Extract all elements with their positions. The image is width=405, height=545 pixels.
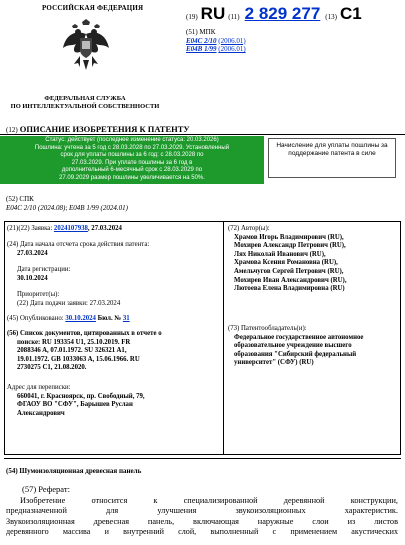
registration-field [17,266,70,283]
patent-number-line [186,4,362,24]
owner-field [228,325,398,368]
application-number-link[interactable]: 2024107938 [53,225,88,232]
fee-calculation-button[interactable]: Начисление для уплаты пошлины за поддержание патента в силе [268,138,396,178]
address-label: Адрес для переписки: [7,384,71,391]
author-item: Амельчугов Сергей Петрович (RU), [234,267,344,275]
bulletin-number-link[interactable]: 31 [122,315,130,322]
address-line: Александрович [17,409,65,417]
status-line: Пошлина: учтена за 5 год с 28.03.2028 по 27.03.2029. Установленный [34,144,230,151]
agency-line2: ПО ИНТЕЛЛЕКТУАЛЬНОЙ СОБСТВЕННОСТИ [10,103,160,110]
status-line: Статус: действует (последнее изменение статуса: 20.03.2026) [45,137,219,143]
author-item: Храмов Игорь Владимирович (RU), [234,233,344,241]
kind-code: C1 [339,4,362,23]
ipc-class-link[interactable]: E04C 2/10 [186,36,217,45]
registration-label: Дата регистрации: [17,266,71,273]
author-item: Мохирев Александр Петрович (RU), [234,242,346,250]
cited-docs-line: поиске: RU 193354 U1, 25.10.2019. FR [17,338,131,346]
ipc-edition-link[interactable]: (2006.01) [218,36,246,45]
abstract-line: деревянного массива и внутренний слой, выполненный с применением акустических [6,526,398,536]
owner-line: Федеральное государственное автономное [234,333,364,341]
title-code: (12) [6,126,18,134]
ipc-row [186,37,246,46]
ipc-label: (51) МПК [186,28,216,36]
owner-line: образовательное учреждение высшего [234,342,352,350]
priority-field [17,291,120,308]
cited-docs-line: 19.01.1972. GB 1033063 A, 15.06.1966. RU [17,355,140,363]
biblio-left-column [5,222,224,454]
application-field [7,225,122,234]
registration-value: 30.10.2024 [17,274,48,282]
status-line: срок для уплаты пошлины за 6 год: с 28.03.2028 по [60,152,204,158]
spk-edition: (2024.08) [37,204,66,212]
bulletin-label: Бюл. № [97,315,122,322]
priority-label: Приоритет(ы): [17,291,60,298]
divider [4,458,401,459]
spk-block [6,195,128,213]
biblio-table [4,221,401,455]
abstract-heading: (57) Реферат: [22,484,70,494]
priority-value: (22) Дата подачи заявки: 27.03.2024 [17,299,121,307]
status-line: дополнительный 6-месячный срок с 28.03.2029 по [61,167,203,173]
owner-line: образования "Сибирский федеральный [234,350,357,358]
coat-of-arms-icon [60,18,112,76]
term-start-label: (24) Дата начала отсчета срока действия патента: [7,241,150,248]
title-text: ОПИСАНИЕ ИЗОБРЕТЕНИЯ К ПАТЕНТУ [19,124,190,134]
status-banner [0,136,264,184]
application-date: , 27.03.2024 [87,225,122,232]
address-line: ФГАОУ ВО "СФУ", Барышев Руслан [17,401,133,409]
published-label: (45) Опубликовано: [7,315,64,322]
cited-docs-label: (56) Список документов, цитированных в отчете о [7,330,162,337]
ipc-row [186,45,246,54]
published-field [7,315,130,324]
invention-title: (54) Шумоизоляционная древесная панель [6,467,142,475]
country-code: RU [200,4,226,23]
term-start-value: 27.03.2024 [17,249,48,257]
agency-line1: ФЕДЕРАЛЬНАЯ СЛУЖБА [44,95,126,102]
author-item: Лях Николай Иванович (RU), [234,250,326,258]
divider [0,134,405,135]
abstract-line: предназначенной для улучшения звукоизоляционных характеристик. [6,506,398,516]
cited-docs-field [7,330,221,373]
code-19: (19) [186,13,198,21]
country-name: РОССИЙСКАЯ ФЕДЕРАЦИЯ [42,4,144,12]
ipc-class-link[interactable]: E04B 1/99 [186,45,217,53]
authors-label: (72) Автор(ы): [228,225,270,232]
agency-name [0,95,170,111]
spk-edition: (2024.01) [100,204,128,212]
patent-number-link[interactable]: 2 829 277 [244,4,321,23]
owner-line: университет" (СФУ) (RU) [234,359,314,367]
abstract-line: Изобретение относится к специализированной деревянной конструкции, [20,496,398,505]
author-item: Лютоева Елена Владимировна (RU) [234,285,345,293]
address-line: 660041, г. Красноярск, пр. Свободный, 79, [17,392,145,400]
abstract-text [6,496,398,537]
author-item: Мохирев Иван Александрович (RU), [234,276,347,284]
status-line: 27.03.2029. При уплате пошлины за 6 год в [71,159,193,166]
owner-label: (73) Патентообладатель(и): [228,325,307,332]
ipc-block [186,28,246,54]
address-field [7,384,221,418]
cited-docs-line: 2730275 C1, 21.08.2020. [17,364,87,372]
published-date-link[interactable]: 30.10.2024 [65,315,96,322]
author-item: Храмова Ксения Романовна (RU), [234,259,338,267]
spk-row: E04C 2/10 (2024.08); E04B 1/99 (2024.01) [6,204,128,212]
document-title [6,124,190,134]
ipc-edition-link[interactable]: (2006.01) [218,45,246,53]
spk-label: (52) СПК [6,195,34,203]
spk-class: E04B 1/99 [69,204,99,212]
biblio-right-column [224,222,400,454]
status-line: 27.09.2029 размер пошлины увеличивается на 50%. [59,174,205,181]
code-11: (11) [228,13,240,21]
term-start-field [7,241,221,258]
cited-docs-line: 2088346 A, 07.01.1972. SU 326321 A1, [17,347,127,355]
application-label: (21)(22) Заявка: [7,225,53,232]
authors-field [228,225,398,294]
code-13: (13) [325,13,337,21]
abstract-line: Звукоизоляционная древесная панель, включающая наружные слои из листов [6,516,398,526]
spk-class: E04C 2/10 [6,204,37,212]
